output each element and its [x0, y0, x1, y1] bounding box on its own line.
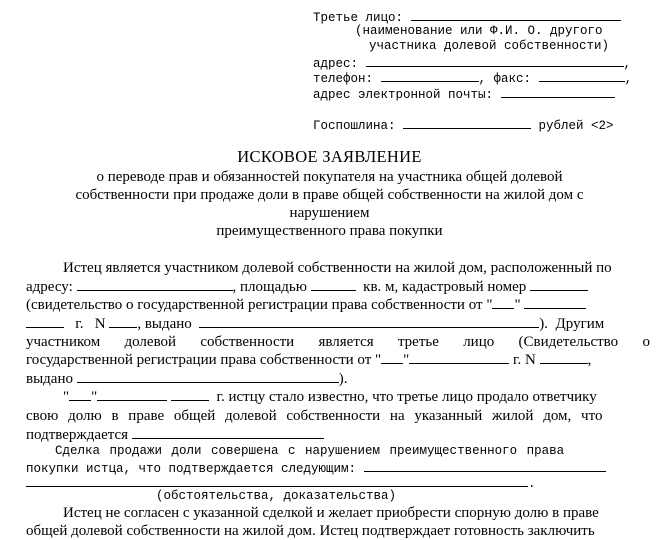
- tp-day-blank[interactable]: [381, 351, 403, 364]
- phone-label: телефон:: [313, 72, 374, 86]
- email-field[interactable]: [501, 85, 615, 98]
- fee-label: Госпошлина:: [313, 119, 396, 133]
- fee-unit: рублей <2>: [538, 119, 614, 133]
- third-party-hint-2: участника долевой собственности): [369, 39, 610, 53]
- year-blank[interactable]: [26, 315, 64, 328]
- confirmed-by-blank[interactable]: [132, 426, 324, 439]
- phone-fax-row: телефон: , факс: ,: [313, 69, 632, 87]
- day-blank[interactable]: [492, 296, 514, 309]
- p1-line-3: (свидетельство о государственной регистрации права собственности от " ": [26, 296, 586, 314]
- p2-line-3: подтверждается: [26, 426, 324, 444]
- phone-field[interactable]: [381, 69, 479, 82]
- issued-by-blank[interactable]: [199, 315, 539, 328]
- cadastral-blank[interactable]: [530, 278, 588, 291]
- known-year-blank[interactable]: [171, 388, 209, 401]
- number-blank[interactable]: [109, 315, 137, 328]
- p1-line-2: адресу: , площадью кв. м, кадастровый номер: [26, 278, 588, 296]
- area-blank[interactable]: [311, 278, 356, 291]
- address-label: адрес:: [313, 57, 359, 71]
- fee-field[interactable]: [403, 116, 531, 129]
- fax-label: факс:: [493, 72, 532, 86]
- p1-line-1: Истец является участником долевой собственности на жилой дом, расположенный по: [63, 260, 612, 276]
- title-line-2: собственности при продаже доли в праве общей собственности на жилой дом с: [75, 187, 584, 203]
- circumstances-blank-2[interactable]: [26, 474, 528, 487]
- tp-number-blank[interactable]: [540, 351, 588, 364]
- circumstances-blank-1[interactable]: [364, 459, 606, 472]
- p1-line-7: выдано ).: [26, 371, 348, 387]
- address-row: адрес: ,: [313, 54, 631, 72]
- address-field[interactable]: [366, 54, 624, 67]
- p4-line-1: Истец не согласен с указанной сделкой и желает приобрести спорную долю в праве: [63, 505, 599, 521]
- third-party-label: Третье лицо:: [313, 11, 404, 25]
- p1-line-5: участником долевой собственности является третье лицо (Свидетельство о: [26, 334, 650, 350]
- p4-line-2: общей долевой собственности на жилой дом. Истец подтверждает готовность заключить: [26, 523, 595, 539]
- tp-issued-by-blank[interactable]: [77, 370, 339, 383]
- address-blank[interactable]: [77, 278, 233, 291]
- email-row: [313, 85, 615, 103]
- title-line-3: нарушением: [289, 205, 370, 221]
- document-title: ИСКОВОЕ ЗАЯВЛЕНИЕ: [237, 147, 422, 166]
- p3-line-3: .: [26, 474, 536, 492]
- third-party-field[interactable]: [411, 8, 621, 21]
- third-party-hint-1: (наименование или Ф.И. О. другого: [355, 24, 603, 38]
- p2-line-2: свою долю в праве общей долевой собственности на указанный жилой дом, что: [26, 408, 603, 424]
- known-day-blank[interactable]: [69, 388, 91, 401]
- known-month-blank[interactable]: [97, 388, 167, 401]
- fax-field[interactable]: [539, 69, 625, 82]
- title-line-1: о переводе прав и обязанностей покупателя на участника общей долевой: [96, 169, 563, 185]
- p2-line-1: " " г. истцу стало известно, что третье лицо продало ответчику: [63, 389, 597, 405]
- fee-row: [313, 116, 614, 134]
- p1-line-6: государственной регистрации права собственности от " " г. N ,: [26, 352, 592, 368]
- email-label: адрес электронной почты:: [313, 88, 494, 102]
- p3-hint: (обстоятельства, доказательства): [156, 489, 397, 503]
- month-blank[interactable]: [524, 296, 586, 309]
- title-line-4: преимущественного права покупки: [216, 223, 443, 239]
- p3-line-1: Сделка продажи доли совершена с нарушением преимущественного права: [55, 444, 565, 458]
- p3-line-2: покупки истца, что подтверждается следующим:: [26, 459, 606, 477]
- tp-month-blank[interactable]: [409, 351, 509, 364]
- p1-line-4: г. N , выдано ). Другим: [26, 315, 604, 333]
